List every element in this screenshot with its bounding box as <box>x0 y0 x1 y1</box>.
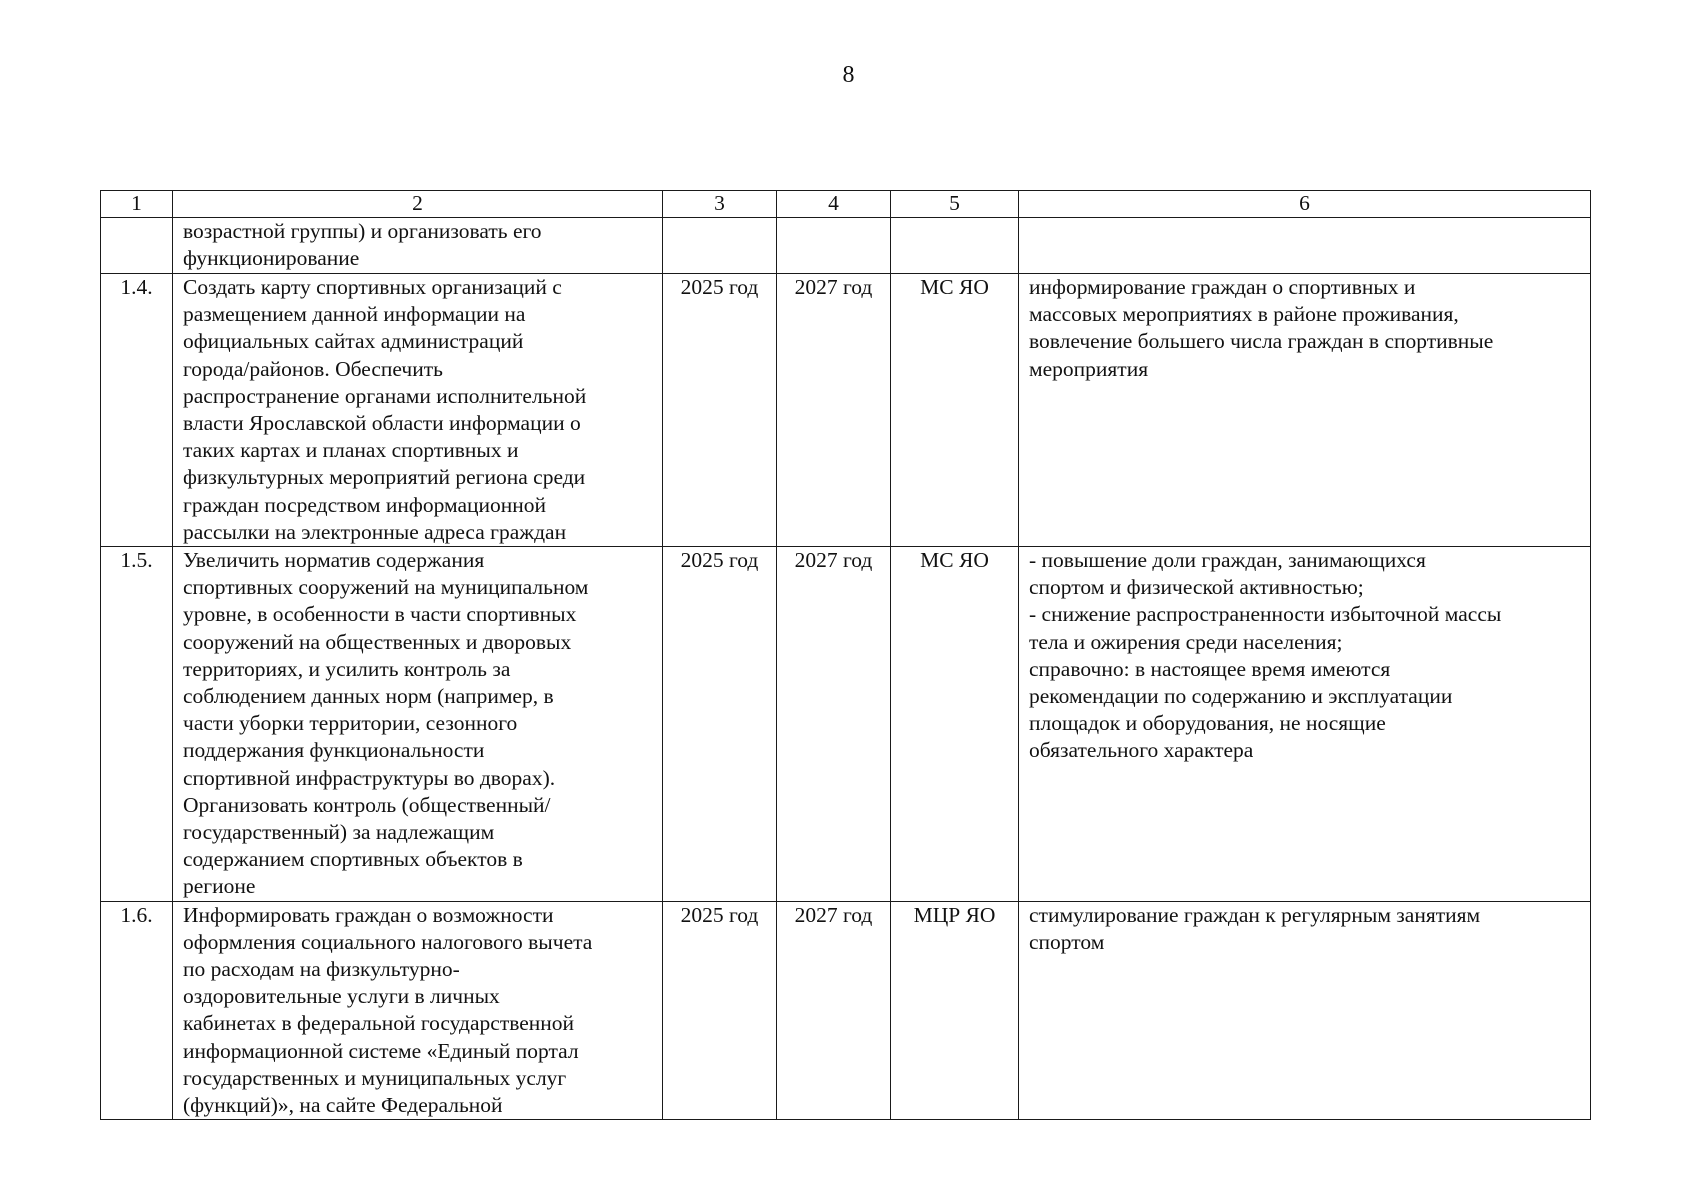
table-row <box>101 547 1591 902</box>
start-year-cell: 2025 год <box>663 901 777 1120</box>
expected-result-cell <box>1019 218 1591 274</box>
expected-result-line: рекомендации по содержанию и эксплуатации <box>1029 684 1453 709</box>
executor-cell: МС ЯО <box>891 274 1019 547</box>
measure-text-cell <box>173 901 663 1120</box>
expected-result-line: справочно: в настоящее время имеются <box>1029 656 1391 681</box>
item-number-cell <box>101 218 173 274</box>
measure-text-cell <box>173 274 663 547</box>
measure-text-line: официальных сайтах администраций <box>183 329 524 354</box>
expected-result-line: стимулирование граждан к регулярным занятиям <box>1029 902 1481 927</box>
expected-result-line: - повышение доли граждан, занимающихся <box>1029 548 1426 573</box>
measure-text-line: распространение органами исполнительной <box>183 383 587 408</box>
expected-result-cell <box>1019 547 1591 902</box>
measure-text-line: граждан посредством информационной <box>183 492 547 517</box>
measure-text-line: части уборки территории, сезонного <box>183 711 518 736</box>
measure-text-line: города/районов. Обеспечить <box>183 356 443 381</box>
measure-text-line: Создать карту спортивных организаций с <box>183 275 562 299</box>
expected-result-line: тела и ожирения среди населения; <box>1029 629 1343 654</box>
measure-text-line: функционирование <box>183 246 360 271</box>
measure-text-line: сооружений на общественных и дворовых <box>183 629 572 654</box>
measure-text-line: государственных и муниципальных услуг <box>183 1065 567 1090</box>
header-row <box>101 191 1591 218</box>
start-year-cell <box>663 218 777 274</box>
measures-table <box>100 190 1591 1120</box>
item-number-cell: 1.4. <box>101 274 173 547</box>
measure-text-line: регионе <box>183 874 256 899</box>
expected-result-line: информирование граждан о спортивных и <box>1029 275 1416 299</box>
start-year-cell: 2025 год <box>663 274 777 547</box>
measure-text-cell <box>173 218 663 274</box>
expected-result-line: обязательного характера <box>1029 738 1254 763</box>
expected-result-line: спортом <box>1029 929 1105 954</box>
end-year-cell <box>777 218 891 274</box>
measure-text-cell <box>173 547 663 902</box>
end-year-cell: 2027 год <box>777 547 891 902</box>
measure-text-line: власти Ярославской области информации о <box>183 411 581 436</box>
executor-cell <box>891 218 1019 274</box>
header-cell-2: 2 <box>173 191 663 218</box>
measure-text-line: оздоровительные услуги в личных <box>183 984 500 1009</box>
measure-text-line: физкультурных мероприятий региона среди <box>183 465 586 490</box>
expected-result-cell <box>1019 901 1591 1120</box>
measure-text-line: уровне, в особенности в части спортивных <box>183 602 577 627</box>
measure-text-line: Увеличить норматив содержания <box>183 548 485 573</box>
measure-text-line: кабинетах в федеральной государственной <box>183 1011 575 1036</box>
measure-text-line: оформления социального налогового вычета <box>183 929 593 954</box>
item-number-cell: 1.6. <box>101 901 173 1120</box>
measure-text-line: поддержания функциональности <box>183 738 485 763</box>
measure-text-line: таких картах и планах спортивных и <box>183 438 519 463</box>
executor-cell: МС ЯО <box>891 547 1019 902</box>
header-cell-4: 4 <box>777 191 891 218</box>
header-cell-1: 1 <box>101 191 173 218</box>
measure-text-line: государственный) за надлежащим <box>183 820 495 845</box>
expected-result-cell <box>1019 274 1591 547</box>
measure-text-line: возрастной группы) и организовать его <box>183 219 542 243</box>
header-cell-6: 6 <box>1019 191 1591 218</box>
end-year-cell: 2027 год <box>777 274 891 547</box>
expected-result-line: - снижение распространенности избыточной массы <box>1029 602 1502 627</box>
measure-text-line: рассылки на электронные адреса граждан <box>183 519 567 544</box>
measure-text-line: (функций)», на сайте Федеральной <box>183 1093 503 1118</box>
measure-text-line: спортивных сооружений на муниципальном <box>183 575 589 600</box>
measure-text-line: информационной системе «Единый портал <box>183 1038 579 1063</box>
measure-text-line: содержанием спортивных объектов в <box>183 847 523 872</box>
page-number: 8 <box>842 62 855 88</box>
executor-cell: МЦР ЯО <box>891 901 1019 1120</box>
expected-result-line: мероприятия <box>1029 356 1149 381</box>
measure-text-line: территориях, и усилить контроль за <box>183 656 511 681</box>
expected-result-line: спортом и физической активностью; <box>1029 575 1364 600</box>
measure-text-line: по расходам на физкультурно- <box>183 957 460 982</box>
header-cell-5: 5 <box>891 191 1019 218</box>
expected-result-line: вовлечение большего числа граждан в спортивные <box>1029 329 1494 354</box>
table-row <box>101 901 1591 1120</box>
item-number-cell: 1.5. <box>101 547 173 902</box>
measure-text-line: соблюдением данных норм (например, в <box>183 684 554 709</box>
measure-text-line: Организовать контроль (общественный/ <box>183 792 551 817</box>
expected-result-line: массовых мероприятиях в районе проживания, <box>1029 302 1459 327</box>
table-row <box>101 274 1591 547</box>
header-cell-3: 3 <box>663 191 777 218</box>
measure-text-line: размещением данной информации на <box>183 302 526 327</box>
end-year-cell: 2027 год <box>777 901 891 1120</box>
measure-text-line: Информировать граждан о возможности <box>183 902 554 927</box>
measure-text-line: спортивной инфраструктуры во дворах). <box>183 765 556 790</box>
expected-result-line: площадок и оборудования, не носящие <box>1029 711 1386 736</box>
table-row <box>101 218 1591 274</box>
start-year-cell: 2025 год <box>663 547 777 902</box>
